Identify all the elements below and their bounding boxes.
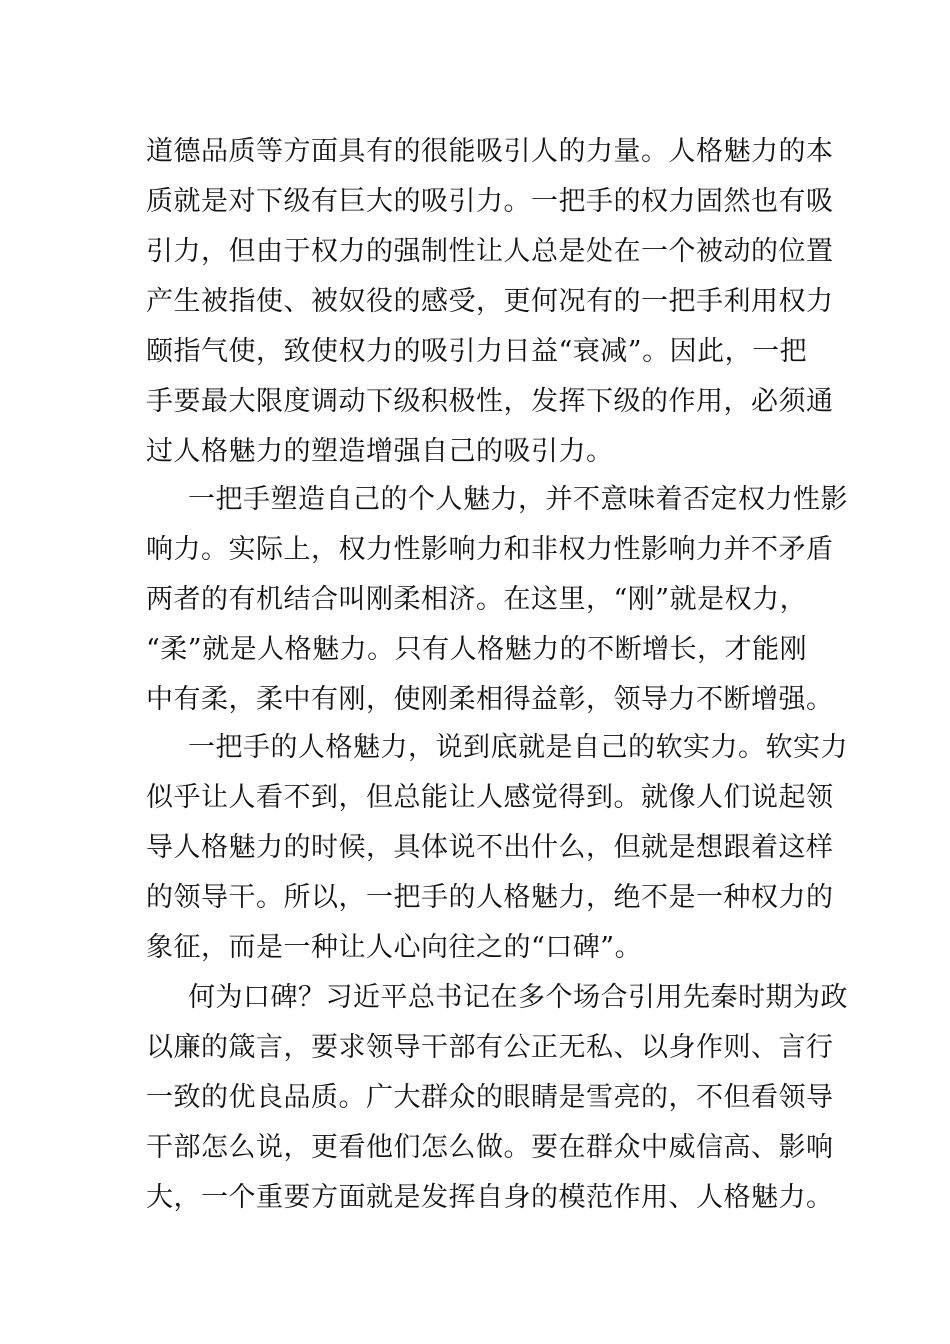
paragraph-4-line-3: 一致的优良品质。广大群众的眼睛是雪亮的，不但看领导 — [146, 1082, 834, 1113]
paragraph-2-line-5: 中有柔，柔中有刚，使刚柔相得益彰，领导力不断增强。 — [146, 684, 834, 715]
paragraph-1-line-2: 质就是对下级有巨大的吸引力。一把手的权力固然也有吸 — [146, 186, 834, 217]
paragraph-4-line-4: 干部怎么说，更看他们怎么做。要在群众中威信高、影响 — [146, 1132, 834, 1163]
paragraph-1-line-3: 引力，但由于权力的强制性让人总是处在一个被动的位置 — [146, 236, 834, 267]
paragraph-2-line-4: “柔”就是人格魅力。只有人格魅力的不断增长，才能刚 — [146, 634, 808, 665]
paragraph-3-line-4: 的领导干。所以，一把手的人格魅力，绝不是一种权力的 — [146, 882, 834, 913]
paragraph-3-line-2: 似乎让人看不到，但总能让人感觉得到。就像人们说起领 — [146, 782, 834, 813]
paragraph-2-line-2: 响力。实际上，权力性影响力和非权力性影响力并不矛盾 — [146, 534, 834, 565]
paragraph-1-line-1: 道德品质等方面具有的很能吸引人的力量。人格魅力的本 — [146, 136, 834, 167]
paragraph-3-line-1: 一把手的人格魅力，说到底就是自己的软实力。软实力 — [188, 732, 848, 763]
paragraph-2-line-3: 两者的有机结合叫刚柔相济。在这里，“刚”就是权力， — [146, 584, 808, 615]
paragraph-1-line-5: 颐指气使，致使权力的吸引力日益“衰减”。因此，一把 — [146, 336, 808, 367]
paragraph-4-line-5: 大，一个重要方面就是发挥自身的模范作用、人格魅力。 — [146, 1182, 834, 1213]
paragraph-2-line-1: 一把手塑造自己的个人魅力，并不意味着否定权力性影 — [188, 484, 848, 515]
paragraph-1-line-6: 手要最大限度调动下级积极性，发挥下级的作用，必须通 — [146, 386, 834, 417]
paragraph-1-line-7: 过人格魅力的塑造增强自己的吸引力。 — [146, 436, 614, 467]
paragraph-4-line-2: 以廉的箴言，要求领导干部有公正无私、以身作则、言行 — [146, 1032, 834, 1063]
paragraph-1-line-4: 产生被指使、被奴役的感受，更何况有的一把手利用权力 — [146, 286, 834, 317]
paragraph-3-line-3: 导人格魅力的时候，具体说不出什么，但就是想跟着这样 — [146, 832, 834, 863]
paragraph-3-line-5: 象征，而是一种让人心向往之的“口碑”。 — [146, 932, 643, 963]
paragraph-4-line-1: 何为口碑？习近平总书记在多个场合引用先秦时期为政 — [188, 982, 848, 1013]
